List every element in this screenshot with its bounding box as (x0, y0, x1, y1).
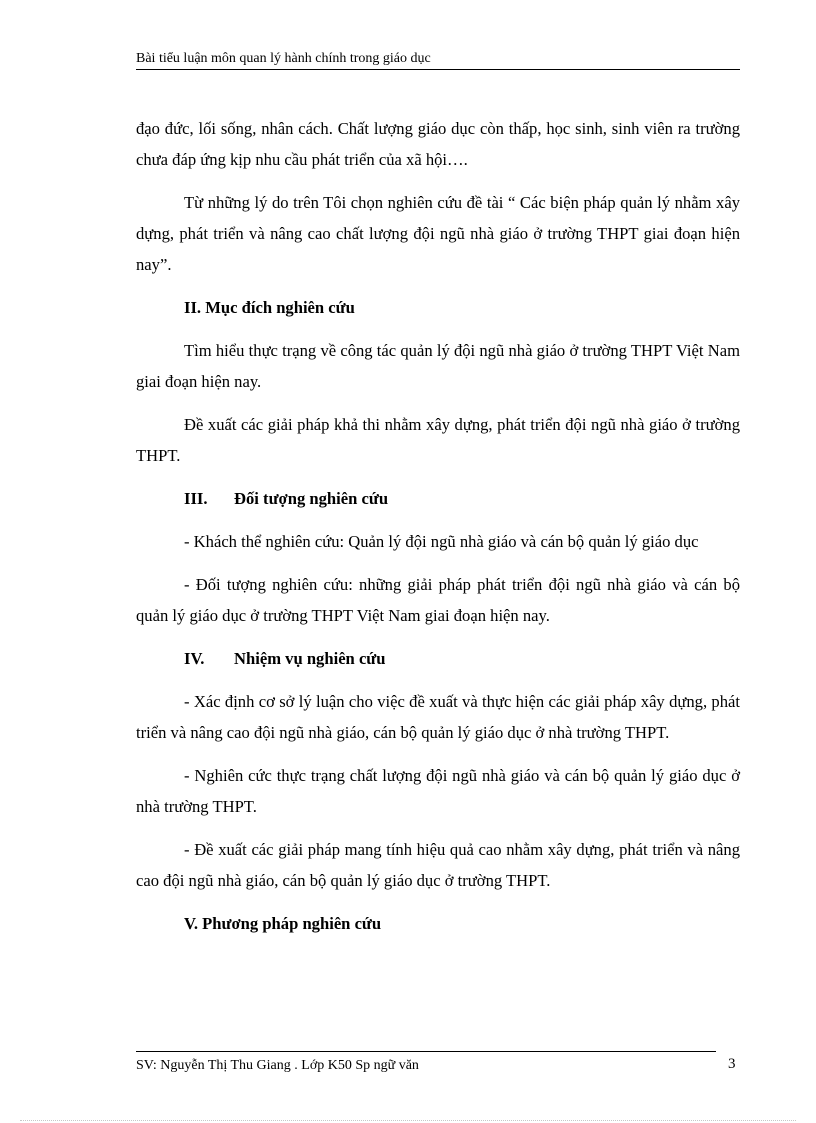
footer-divider (136, 1051, 716, 1052)
page-header: Bài tiểu luận môn quan lý hành chính trong giáo dục (136, 50, 740, 70)
heading-number: IV. (184, 649, 205, 668)
paragraph-object-1: - Khách thể nghiên cứu: Quản lý đội ngũ nhà giáo và cán bộ quản lý giáo dục (184, 532, 699, 551)
paragraph-purpose-2: Đề xuất các giải pháp khả thi nhằm xây dựng, phát triển đội ngũ nhà giáo ở trường THPT. (136, 415, 740, 465)
document-body (136, 113, 740, 951)
paragraph-object-2: - Đối tượng nghiên cứu: những giải pháp phát triển đội ngũ nhà giáo và cán bộ quản lý giáo dục ở trường THPT Việt Nam giai đoạn hiện nay. (136, 575, 740, 625)
paragraph-task-3: - Đề xuất các giải pháp mang tính hiệu quả cao nhằm xây dựng, phát triển và nâng cao đội ngũ nhà giáo, cán bộ quản lý giáo dục ở trường THPT. (136, 840, 740, 890)
heading-research-methods: V. Phương pháp nghiên cứu (184, 914, 382, 933)
footer-author: SV: Nguyễn Thị Thu Giang . Lớp K50 Sp ngữ văn (136, 1058, 419, 1073)
heading-number: III. (184, 489, 208, 508)
paragraph-intro-continuation: đạo đức, lối sống, nhân cách. Chất lượng giáo dục còn thấp, học sinh, sinh viên ra trường chưa đáp ứng kịp nhu cầu phát triển của xã hội…. (136, 119, 740, 169)
paragraph-topic-choice: Từ những lý do trên Tôi chọn nghiên cứu đề tài “ Các biện pháp quản lý nhằm xây dựng, phát triển và nâng cao chất lượng đội ngũ nhà giáo ở trường THPT giai đoạn hiện nay”. (136, 193, 740, 274)
heading-research-purpose: II. Mục đích nghiên cứu (184, 298, 355, 317)
page-bottom-border (20, 1120, 796, 1121)
heading-text: Nhiệm vụ nghiên cứu (234, 649, 386, 668)
heading-research-object (136, 483, 740, 514)
heading-research-tasks (136, 643, 740, 674)
paragraph-task-2: - Nghiên cức thực trạng chất lượng đội ngũ nhà giáo và cán bộ quản lý giáo dục ở nhà trường THPT. (136, 766, 740, 816)
paragraph-purpose-1: Tìm hiểu thực trạng về công tác quản lý đội ngũ nhà giáo ở trường THPT Việt Nam giai đoạn hiện nay. (136, 341, 740, 391)
page-number: 3 (728, 1056, 736, 1072)
paragraph-task-1: - Xác định cơ sở lý luận cho việc đề xuất và thực hiện các giải pháp xây dựng, phát triển và nâng cao đội ngũ nhà giáo, cán bộ quản lý giáo dục ở nhà trường THPT. (136, 692, 740, 742)
heading-text: Đối tượng nghiên cứu (234, 489, 389, 508)
